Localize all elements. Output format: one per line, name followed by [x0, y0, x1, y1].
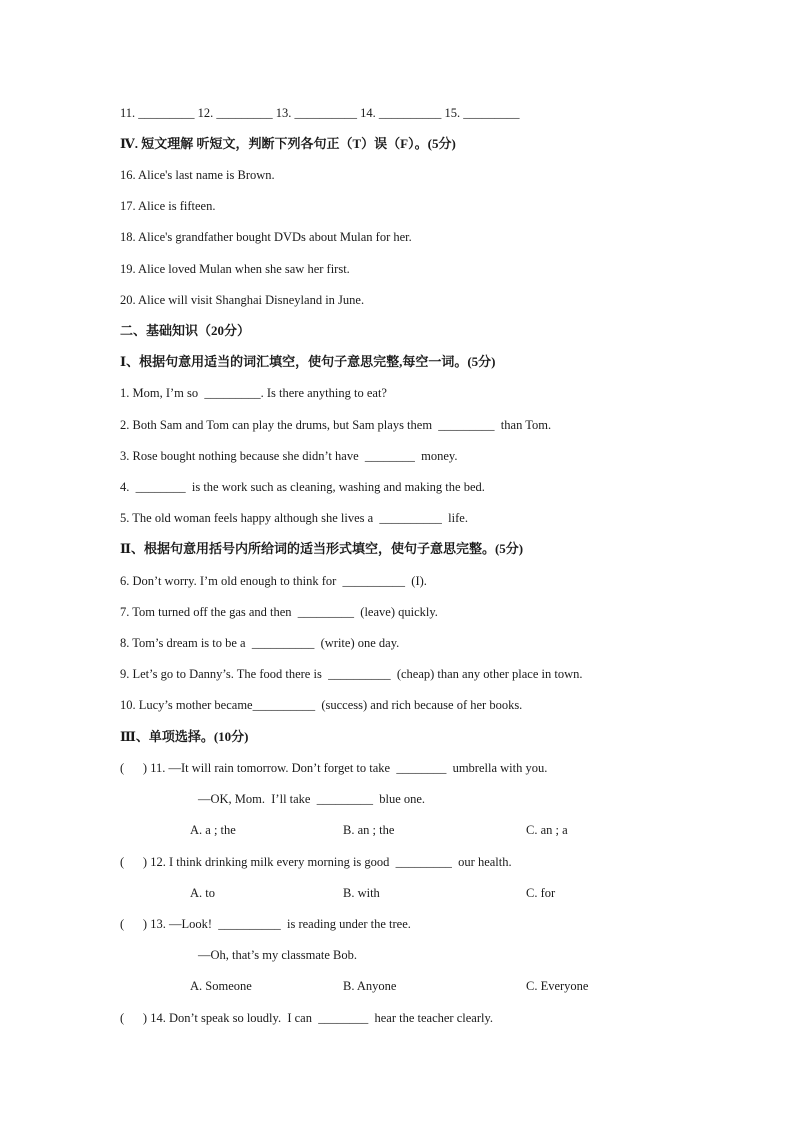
question-11: ( ) 11. —It will rain tomorrow. Don’t forget to take ________ umbrella with you. [120, 761, 548, 775]
list-item: 18. Alice's grandfather bought DVDs about Mulan for her. [120, 230, 412, 244]
question-12: ( ) 12. I think drinking milk every morning is good _________ our health. [120, 855, 512, 869]
option-b: B. Anyone [343, 979, 397, 993]
question-13-reply: —Oh, that’s my classmate Bob. [198, 948, 358, 962]
list-item: 4. ________ is the work such as cleaning, washing and making the bed. [120, 480, 485, 494]
part-i-heading: Ⅰ、根据句意用适当的词汇填空，使句子意思完整,每空一词。(5分) [120, 354, 496, 369]
question-14: ( ) 14. Don’t speak so loudly. I can ________ hear the teacher clearly. [120, 1011, 494, 1025]
list-item: 17. Alice is fifteen. [120, 199, 216, 213]
list-item: 1. Mom, I’m so _________. Is there anything to eat? [120, 386, 387, 400]
list-item: 9. Let’s go to Danny’s. The food there is __________ (cheap) than any other place in town. [120, 667, 583, 681]
list-item: 16. Alice's last name is Brown. [120, 168, 275, 182]
option-c: C. an ; a [526, 823, 568, 837]
section-two-heading: 二、基础知识（20分） [120, 323, 251, 338]
list-item: 5. The old woman feels happy although she lives a __________ life. [120, 511, 468, 525]
part-ii-heading: Ⅱ、根据句意用括号内所给词的适当形式填空，使句子意思完整。(5分) [120, 541, 524, 556]
option-a: A. to [190, 886, 215, 900]
part-iv-heading: Ⅳ. 短文理解 听短文，判断下列各句正（T）误（F）。(5分) [120, 136, 456, 151]
list-item: 6. Don’t worry. I’m old enough to think for __________ (I). [120, 574, 427, 588]
answer-blanks-line: 11. _________ 12. _________ 13. __________ 14. __________ 15. _________ [120, 106, 520, 120]
question-11-reply: —OK, Mom. I’ll take _________ blue one. [198, 792, 426, 806]
list-item: 7. Tom turned off the gas and then _________ (leave) quickly. [120, 605, 438, 619]
list-item: 8. Tom’s dream is to be a __________ (write) one day. [120, 636, 400, 650]
list-item: 3. Rose bought nothing because she didn’t have ________ money. [120, 449, 458, 463]
list-item: 2. Both Sam and Tom can play the drums, but Sam plays them _________ than Tom. [120, 418, 552, 432]
option-b: B. an ; the [343, 823, 395, 837]
option-b: B. with [343, 886, 380, 900]
list-item: 20. Alice will visit Shanghai Disneyland in June. [120, 293, 365, 307]
list-item: 19. Alice loved Mulan when she saw her first. [120, 262, 350, 276]
option-c: C. for [526, 886, 556, 900]
list-item: 10. Lucy’s mother became__________ (success) and rich because of her books. [120, 698, 523, 712]
option-a: A. a ; the [190, 823, 236, 837]
option-a: A. Someone [190, 979, 252, 993]
part-iii-heading: Ⅲ、单项选择。(10分) [120, 729, 249, 744]
option-c: C. Everyone [526, 979, 589, 993]
question-13: ( ) 13. —Look! __________ is reading under the tree. [120, 917, 411, 931]
